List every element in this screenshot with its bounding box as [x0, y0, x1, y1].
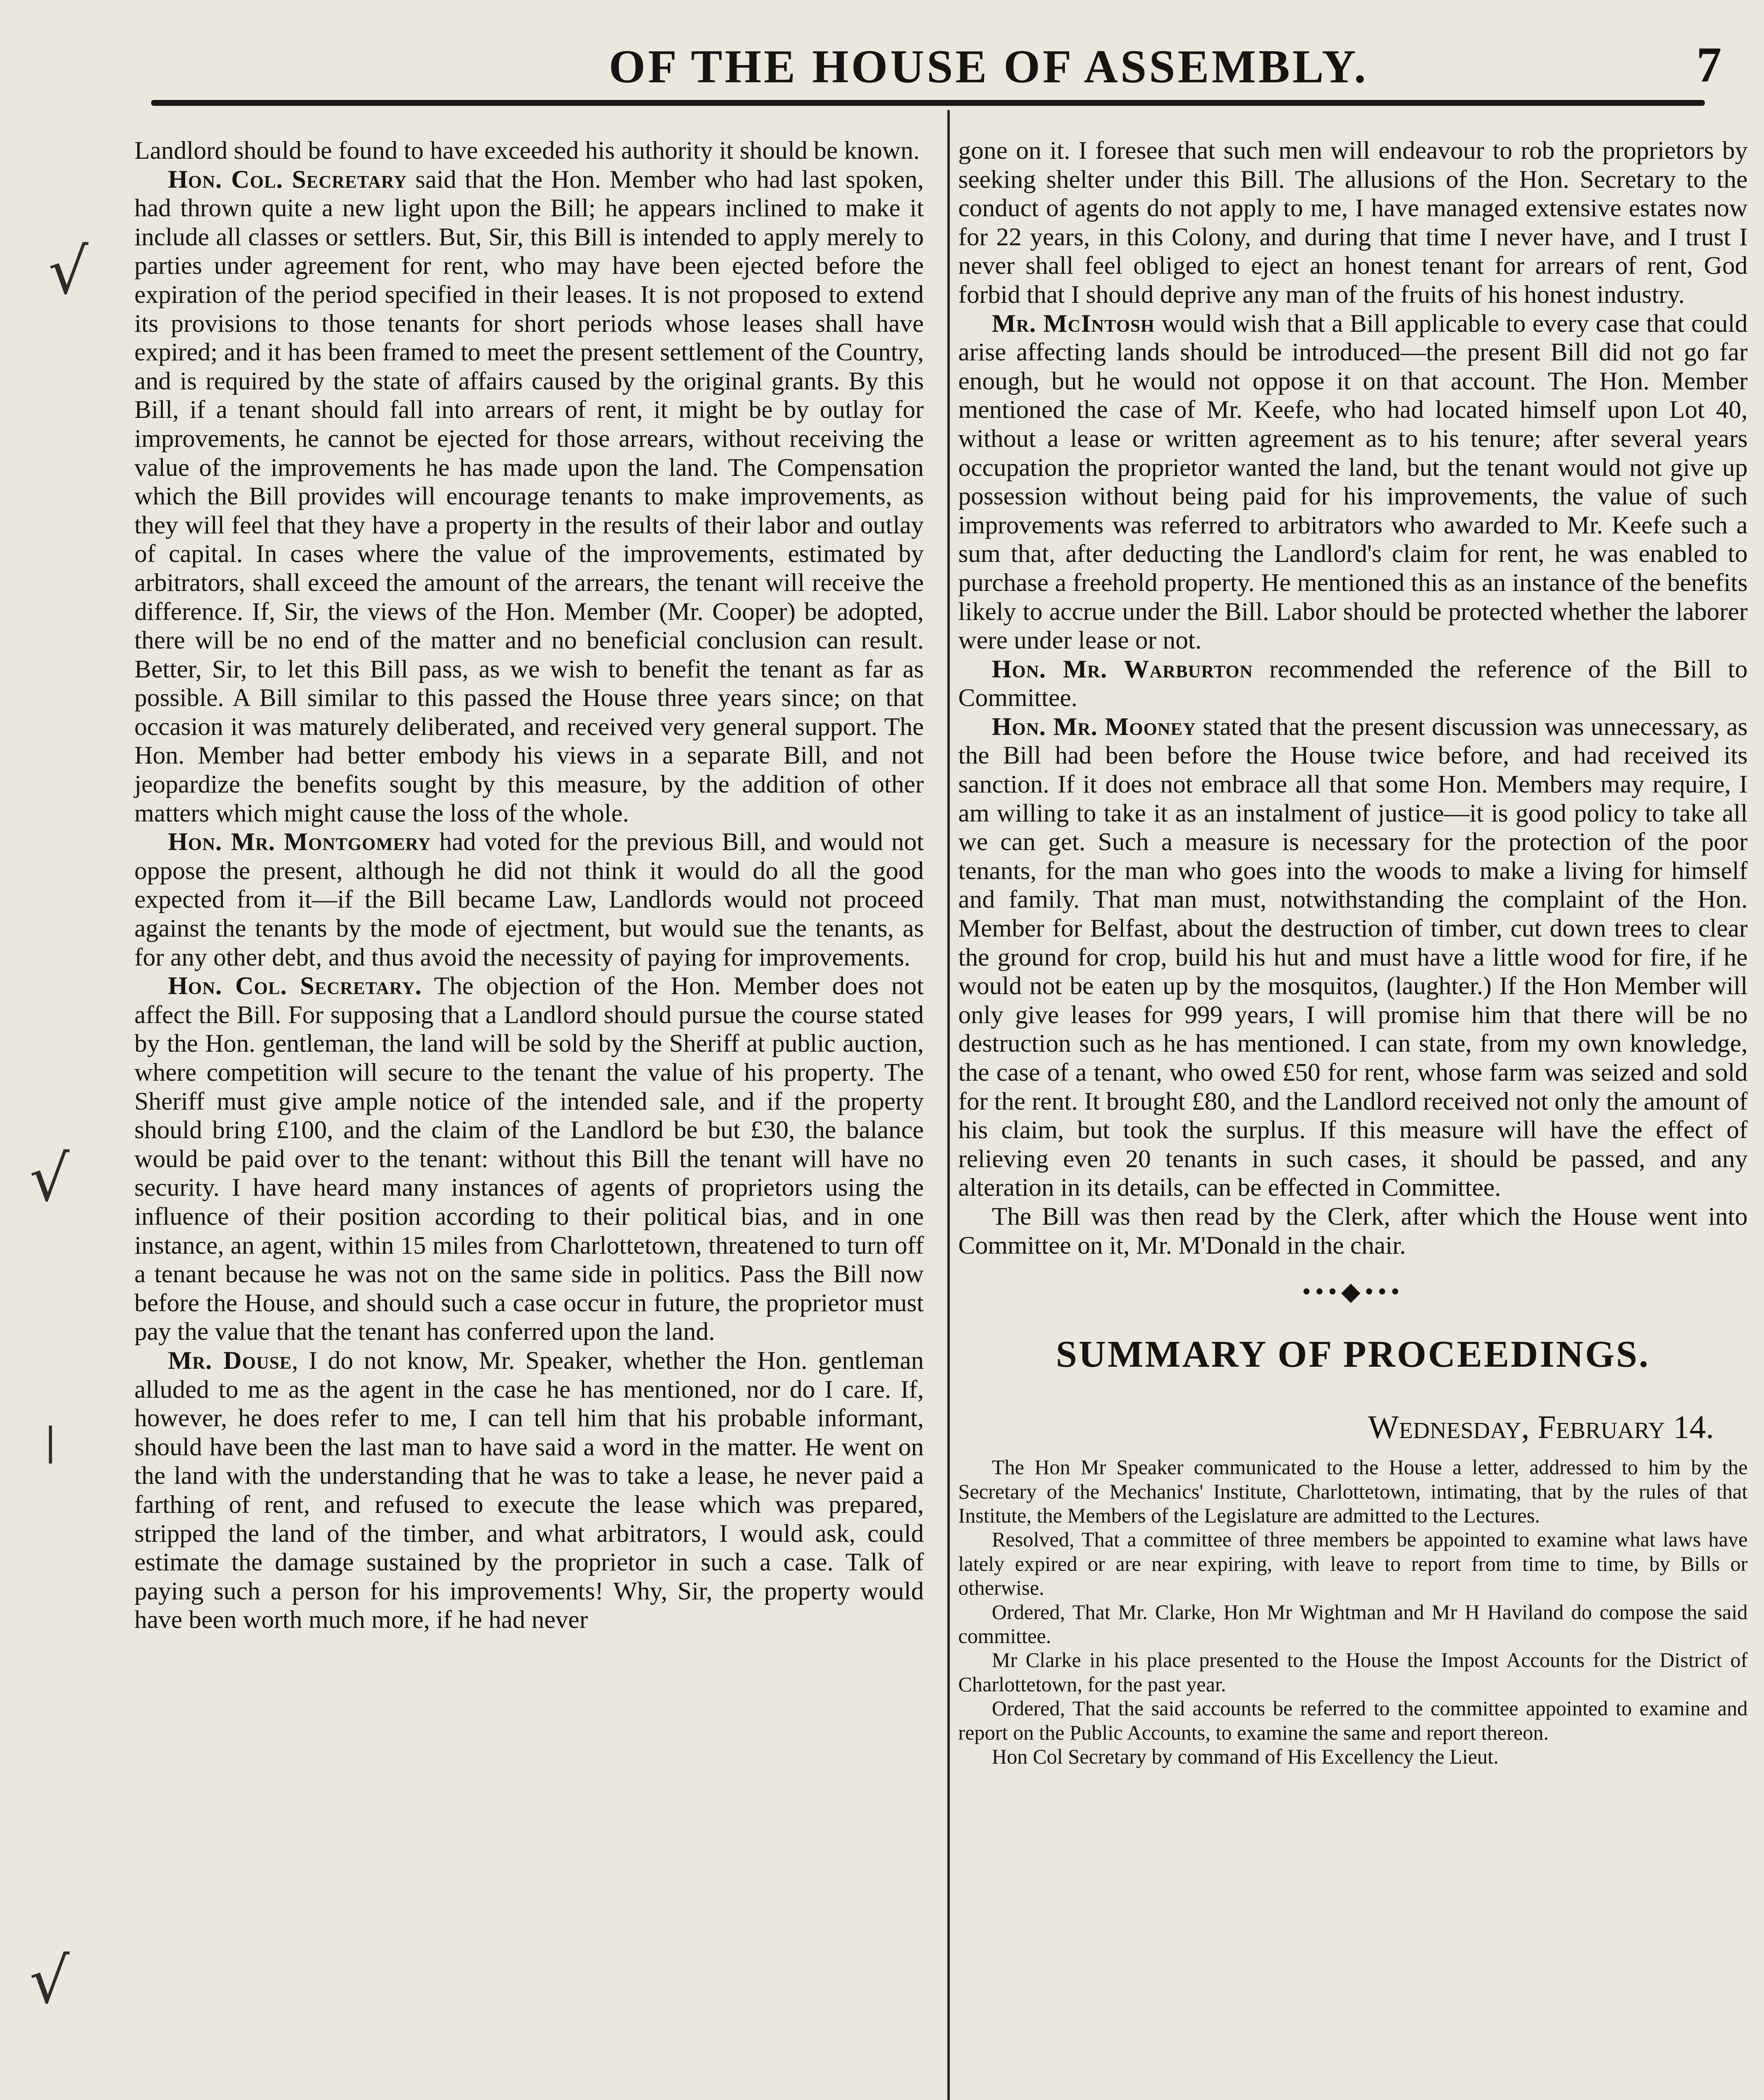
paragraph	[958, 713, 1748, 1202]
speaker-name: Hon. Mr. Warburton	[992, 655, 1253, 683]
paragraph	[134, 136, 924, 165]
section-date: Wednesday, February 14.	[1368, 1409, 1714, 1446]
paragraph	[134, 1347, 924, 1635]
right-column	[958, 136, 1748, 1769]
paragraph-text: Landlord should be found to have exceeded his authority it should be known.	[134, 136, 920, 165]
left-column	[134, 136, 924, 1635]
paragraph	[958, 1202, 1748, 1260]
margin-check-mark: √	[48, 235, 89, 308]
speaker-name: Mr. Douse	[168, 1346, 292, 1375]
paragraph-text: The objection of the Hon. Member does not affect the Bill. For supposing that a Landlord should pursue the course stated by the Hon. gentleman, the land will be sold by the Sheriff at public auction, where competition will secure to the tenant the value of his property. The Sheriff must give ample notice of the intended sale, and if the property should bring £100, and the claim of the Landlord be but £30, the balance would be paid over to the tenant: without this Bill the tenant will have no security. I have heard many instances of agents of proprietors using the influence of their position according to their political bias, and in one instance, an agent, within 15 miles from Charlottetown, threatened to turn off a tenant because he was not on the same side in politics. Pass the Bill now before the House, and should such a case occur in future, the proprietor must pay the value that the tenant has conferred upon the land.	[134, 972, 924, 1346]
paragraph-text: would wish that a Bill applicable to every case that could arise affecting lands should be introduced—the present Bill did not go far enough, but he would not oppose it on that account. The Hon. Member mentioned the case of Mr. Keefe, who had located himself upon Lot 40, without a lease or written agreement as to his tenure; after several years occupation the proprietor wanted the land, but the tenant would not give up possession without being paid for his improvements, the value of such improvements was referred to arbitrators who awarded to Mr. Keefe such a sum that, after deducting the Landlord's claim for rent, he was enabled to purchase a freehold property. He mentioned this as an instance of the benefits likely to accrue under the Bill. Labor should be protected whether the laborer were under lease or not.	[958, 309, 1748, 655]
page-title: OF THE HOUSE OF ASSEMBLY.	[609, 41, 1368, 93]
section-heading: SUMMARY OF PROCEEDINGS.	[1056, 1334, 1650, 1376]
summary-paragraph: Mr Clarke in his place presented to the House the Impost Accounts for the District of Charlottetown, for the past year.	[958, 1648, 1748, 1696]
paragraph-text: , I do not know, Mr. Speaker, whether the Hon. gentleman alluded to me as the agent in the case he has mentioned, nor do I care. If, however, he does refer to me, I can tell him that his probable informant, should have been the last man to have said a word in the matter. He went on the land with the understanding that he was to take a lease, he never paid a farthing of rent, and refused to execute the lease which was prepared, stripped the land of the timber, and what arbitrators, I would ask, could estimate the damage sustained by the proprietor in such a case. Talk of paying such a person for his improvements! Why, Sir, the property would have been worth much more, if he had never	[134, 1346, 924, 1634]
speaker-name: Hon. Mr. Montgomery	[168, 828, 431, 856]
margin-check-mark: √	[29, 1945, 70, 2018]
column-rule	[947, 110, 950, 2100]
paragraph	[958, 136, 1748, 310]
section-ornament: •••◆•••	[1302, 1278, 1404, 1306]
paragraph-text: recommended the reference of the Bill to Committee.	[958, 655, 1748, 712]
speaker-name: Hon. Col. Secretary	[168, 165, 407, 194]
summary-paragraph: Resolved, That a committee of three members be appointed to examine what laws have lately expired or are near expiring, with leave to report from time to time, by Bills or otherwise.	[958, 1528, 1748, 1600]
summary-paragraph: Ordered, That the said accounts be referred to the committee appointed to examine and report on the Public Accounts, to examine the same and report thereon.	[958, 1697, 1748, 1744]
paragraph	[134, 972, 924, 1347]
paragraph	[134, 828, 924, 972]
paragraph	[958, 310, 1748, 655]
paragraph-text: had voted for the previous Bill, and would not oppose the present, although he did not think it would do all the good expected from it—if the Bill became Law, Landlords would not proceed against the tenants by the mode of ejectment, but would sue the tenants, as for any other debt, and thus avoid the necessity of paying for improvements.	[134, 828, 924, 971]
page-number: 7	[1696, 37, 1722, 92]
summary-paragraph: Hon Col Secretary by command of His Excellency the Lieut.	[992, 1745, 1499, 1769]
speaker-name: Hon. Mr. Mooney	[992, 712, 1196, 741]
header-rule	[151, 100, 1705, 106]
margin-bar-mark: |	[44, 1420, 57, 1464]
summary-paragraph: The Hon Mr Speaker communicated to the House a letter, addressed to him by the Secretary of the Mechanics' Institute, Charlottetown, intimating, that by the rules of that Institute, the Members of the Legislature are admitted to the Lectures.	[958, 1456, 1748, 1527]
paragraph	[958, 655, 1748, 713]
speaker-name: Mr. McIntosh	[992, 309, 1155, 338]
paragraph-text: The Bill was then read by the Clerk, after which the House went into Committee on it, Mr. M'Donald in the chair.	[958, 1202, 1748, 1260]
margin-check-mark: √	[29, 1142, 70, 1215]
summary-paragraph: Ordered, That Mr. Clarke, Hon Mr Wightman and Mr H Haviland do compose the said committee.	[958, 1600, 1748, 1648]
summary-body	[958, 1455, 1748, 1769]
paragraph-text: said that the Hon. Member who had last spoken, had thrown quite a new light upon the Bill; he appears inclined to make it include all classes or settlers. But, Sir, this Bill is intended to apply merely to parties under agreement for rent, who may have been ejected before the expiration of the period specified in their leases. It is not proposed to extend its provisions to those tenants for short periods whose leases shall have expired; and it has been framed to meet the present settlement of the Country, and is required by the state of affairs caused by the original grants. By this Bill, if a tenant should fall into arrears of rent, it might be by outlay for improvements, he cannot be ejected for those arrears, without receiving the value of the improvements he has made upon the land. The Compensation which the Bill provides will encourage tenants to make improvements, as they will feel that they have a property in the results of their labor and outlay of capital. In cases where the value of the improvements, estimated by arbitrators, shall exceed the amount of the arrears, the tenant will receive the difference. If, Sir, the views of the Hon. Member (Mr. Cooper) be adopted, there will be no end of the matter and no beneficial conclusion can result. Better, Sir, to let this Bill pass, as we wish to benefit the tenant as far as possible. A Bill similar to this passed the House three years since; on that occasion it was maturely deliberated, and received very general support. The Hon. Member had better embody his views in a separate Bill, and not jeopardize the benefits sought by this measure, by the addition of other matters which might cause the loss of the whole.	[134, 165, 924, 827]
paragraph-text: stated that the present discussion was unnecessary, as the Bill had been before the House twice before, and had received its sanction. If it does not embrace all that some Hon. Members may require, I am willing to take it as an instalment of justice—it is good policy to take all we can get. Such a measure is necessary for the protection of the poor tenants, for the man who goes into the woods to make a living for himself and family. That man must, notwithstanding the complaint of the Hon. Member for Belfast, about the destruction of timber, cut down trees to clear the ground for crop, build his hut and must have a little wood for fire, if he would not be eaten up by the mosquitos, (laughter.) If the Hon Member will only give leases for 999 years, I will promise him that there will be no destruction such as he has mentioned. I can state, from my own knowledge, the case of a tenant, who owed £50 for rent, whose farm was seized and sold for the rent. It brought £80, and the Landlord received not only the amount of his claim, but took the surplus. If this measure will have the effect of relieving even 20 tenants in such cases, it should be passed, and any alteration in its details, can be effected in Committee.	[958, 712, 1748, 1202]
speaker-name: Hon. Col. Secretary.	[168, 972, 422, 1000]
paragraph-text: gone on it. I foresee that such men will endeavour to rob the proprietors by seeking shelter under this Bill. The allusions of the Hon. Secretary to the conduct of agents do not apply to me, I have managed extensive estates now for 22 years, in this Colony, and during that time I never have, and I trust I never shall feel obliged to eject an honest tenant for arrears of rent, God forbid that I should deprive any man of the fruits of his honest industry.	[958, 136, 1748, 309]
paragraph	[134, 165, 924, 828]
